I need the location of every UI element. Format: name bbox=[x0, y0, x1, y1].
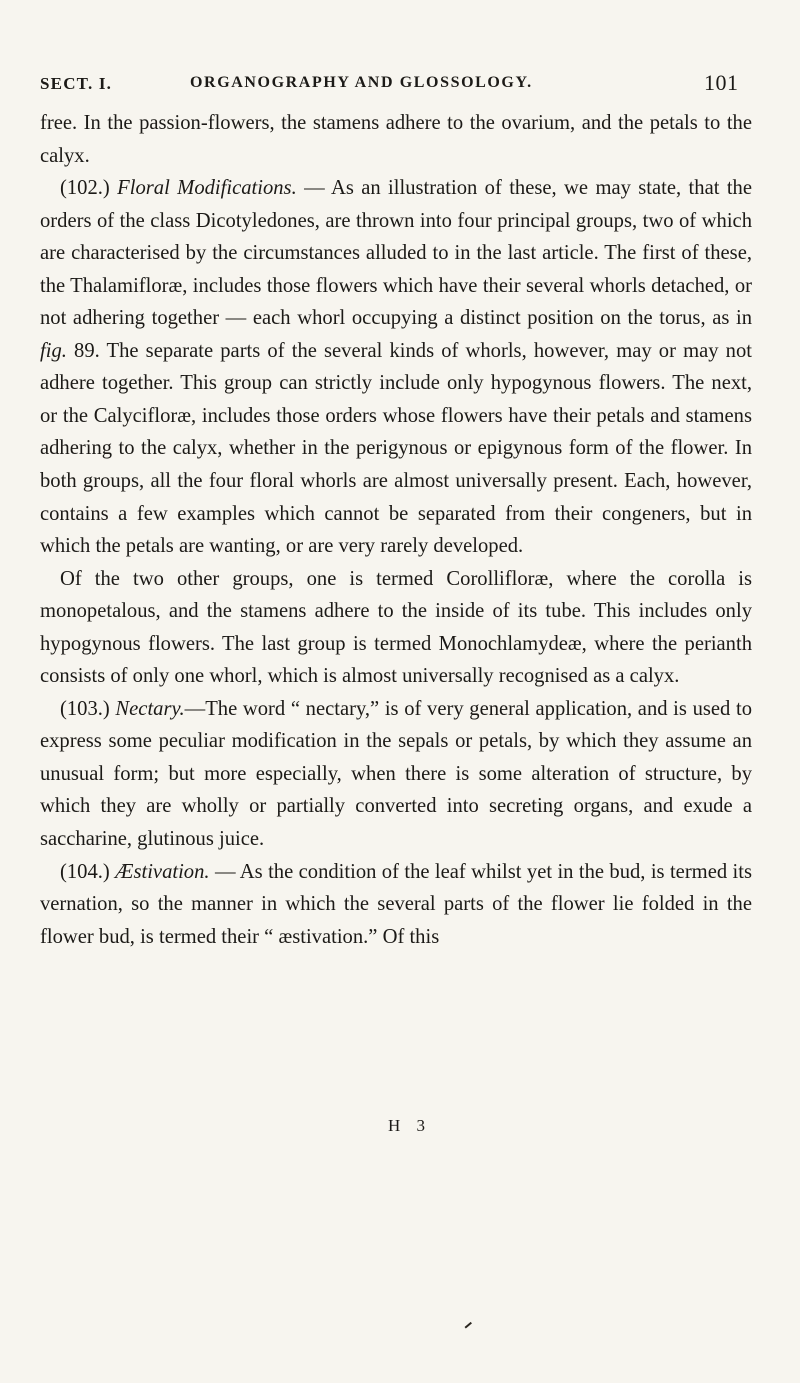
paragraph-nectary bbox=[40, 693, 752, 856]
paragraph-text: —The word “ nectary,” is of very general application, and is used to express some peculiar modification in the sepals or petals, by which they assume an unusual form; but more especially, when there is some alteration of structure, by which they are wholly or partially converted into secreting organs, and exude a saccharine, glutinous juice. bbox=[40, 697, 752, 851]
section-label: SECT. I. bbox=[40, 74, 113, 93]
running-title: ORGANOGRAPHY AND GLOSSOLOGY. bbox=[190, 74, 533, 91]
paragraph-text: Of the two other groups, one is termed Corollifloræ, where the corolla is monopetalous, and the stamens adhere to the inside of its tube. This includes only hypogynous flowers. The last group is termed Monochlamydeæ, where the perianth consists of only one whorl, which is almost universally recognised as a calyx. bbox=[40, 567, 752, 688]
article-number: (104.) bbox=[60, 860, 110, 883]
article-heading: Floral Modifications. bbox=[117, 177, 297, 200]
page-number: 101 bbox=[704, 70, 739, 95]
paragraph-text: free. In the passion-flowers, the stamens adhere to the ovarium, and the petals to the calyx. bbox=[40, 112, 752, 167]
running-head bbox=[0, 70, 800, 100]
article-heading: Nectary. bbox=[115, 697, 185, 720]
paragraph-floral-modifications bbox=[40, 172, 752, 563]
article-heading: Æstivation. bbox=[115, 860, 210, 883]
body-text bbox=[40, 107, 752, 953]
article-number: (103.) bbox=[60, 697, 110, 720]
article-number: (102.) bbox=[60, 177, 110, 200]
paragraph-text: 89. The separate parts of the several kinds of whorls, however, may or may not adhere together. This group can strictly include only hypogynous flowers. The next, or the Calycifloræ, includes those orders whose flowers have their petals and stamens adhering to the calyx, whether in the perigynous or epigynous form of the flower. In both groups, all the four floral whorls are almost universally present. Each, however, contains a few examples which cannot be separated from their congeners, but in which the petals are wanting, or are very rarely developed. bbox=[40, 339, 752, 558]
signature-mark: H 3 bbox=[388, 1116, 432, 1135]
paragraph-continuation bbox=[40, 107, 752, 172]
paragraph-other-groups bbox=[40, 563, 752, 693]
paragraph-text: — As an illustration of these, we may state, that the orders of the class Dicotyledones, are thrown into four principal groups, two of which are characterised by the circumstances alluded to in the last article. The first of these, the Thalamifloræ, includes those flowers which have their several whorls detached, or not adhering together — each whorl occupying a distinct position on the torus, as in bbox=[40, 177, 752, 330]
ink-speck bbox=[460, 1316, 472, 1328]
paragraph-aestivation bbox=[40, 856, 752, 954]
paragraph-text: — As the condition of the leaf whilst yet in the bud, is termed its vernation, so the manner in which the several parts of the flower lie folded in the flower bud, is termed their “ æstivation.” Of this bbox=[40, 860, 752, 948]
figure-reference: fig. bbox=[40, 339, 67, 362]
